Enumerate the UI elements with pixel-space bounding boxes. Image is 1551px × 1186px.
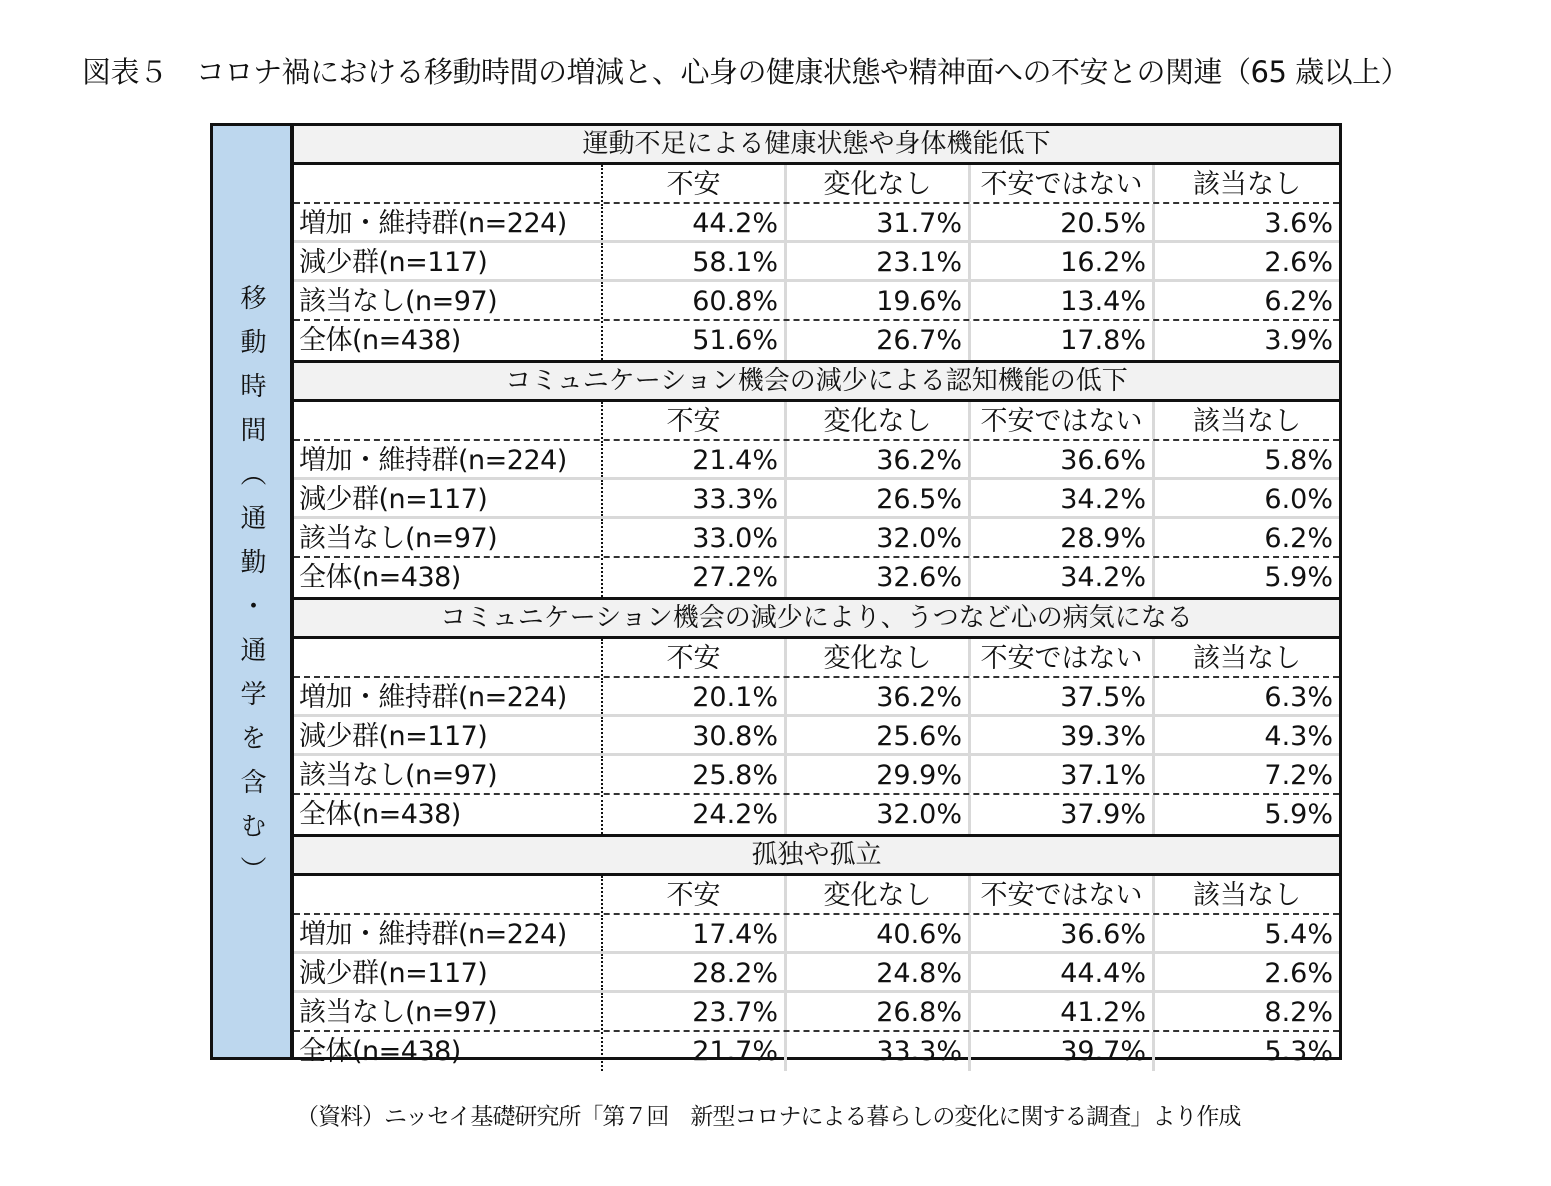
value-cell: 19.6% <box>787 282 971 319</box>
table-section <box>294 126 1339 360</box>
column-header: 該当なし <box>1193 169 1301 200</box>
table-row <box>294 678 1339 717</box>
figure-title: 図表５ コロナ禍における移動時間の増減と、心身の健康状態や精神面への不安との関連（65 歳以上） <box>82 55 1410 89</box>
value-cell: 32.0% <box>787 795 971 834</box>
value-cell: 37.9% <box>971 795 1155 834</box>
column-header: 不安 <box>603 402 787 439</box>
column-header: 不安ではない <box>971 165 1155 202</box>
value-cell: 17.8% <box>971 321 1155 360</box>
value-cell: 5.8% <box>1264 445 1333 476</box>
section-title: 運動不足による健康状態や身体機能低下 <box>294 126 1339 165</box>
value-cell: 51.6% <box>603 321 787 360</box>
value-cell: 21.7% <box>603 1032 787 1071</box>
table-row <box>294 756 1339 795</box>
value-cell: 4.3% <box>1264 721 1333 752</box>
value-cell: 20.5% <box>971 204 1155 240</box>
column-header: 不安 <box>603 165 787 202</box>
value-cell: 7.2% <box>1264 760 1333 791</box>
column-header-blank <box>294 876 603 913</box>
row-label: 該当なし(n=97) <box>294 519 603 556</box>
value-cell: 37.1% <box>971 756 1155 793</box>
value-cell: 36.2% <box>787 678 971 714</box>
table-row <box>294 954 1339 993</box>
value-cell: 36.2% <box>787 441 971 477</box>
value-cell: 44.4% <box>971 954 1155 990</box>
row-label: 減少群(n=117) <box>294 243 603 279</box>
table-row <box>294 795 1339 834</box>
value-cell: 33.3% <box>787 1032 971 1071</box>
column-header-row <box>294 639 1339 678</box>
value-cell: 37.5% <box>971 678 1155 714</box>
value-cell: 32.0% <box>787 519 971 556</box>
column-header: 該当なし <box>1193 406 1301 437</box>
value-cell: 6.2% <box>1264 523 1333 554</box>
section-title: 孤独や孤立 <box>294 837 1339 876</box>
column-header-blank <box>294 165 603 202</box>
table-row <box>294 204 1339 243</box>
value-cell: 41.2% <box>971 993 1155 1030</box>
section-title: コミュニケーション機会の減少により、うつなど心の病気になる <box>294 600 1339 639</box>
value-cell: 28.9% <box>971 519 1155 556</box>
table-row <box>294 243 1339 282</box>
column-header: 不安ではない <box>971 639 1155 676</box>
table-row <box>294 558 1339 597</box>
column-header: 変化なし <box>787 402 971 439</box>
row-label: 減少群(n=117) <box>294 954 603 990</box>
column-header: 該当なし <box>1193 643 1301 674</box>
value-cell: 23.7% <box>603 993 787 1030</box>
value-cell: 5.9% <box>1264 799 1333 830</box>
row-label: 減少群(n=117) <box>294 717 603 753</box>
table-row <box>294 717 1339 756</box>
column-header-row <box>294 402 1339 441</box>
column-header: 不安 <box>603 639 787 676</box>
value-cell: 34.2% <box>971 558 1155 597</box>
column-header: 不安ではない <box>971 876 1155 913</box>
table-row <box>294 321 1339 360</box>
value-cell: 6.2% <box>1264 286 1333 317</box>
value-cell: 26.7% <box>787 321 971 360</box>
value-cell: 36.6% <box>971 915 1155 951</box>
value-cell: 58.1% <box>603 243 787 279</box>
table-row <box>294 441 1339 480</box>
table-body <box>294 126 1339 1067</box>
column-header: 変化なし <box>787 639 971 676</box>
value-cell: 24.8% <box>787 954 971 990</box>
value-cell: 24.2% <box>603 795 787 834</box>
value-cell: 26.8% <box>787 993 971 1030</box>
value-cell: 5.9% <box>1264 562 1333 593</box>
table-section <box>294 834 1339 1071</box>
table-row <box>294 993 1339 1032</box>
row-label: 全体(n=438) <box>294 558 603 597</box>
row-label: 増加・維持群(n=224) <box>294 441 603 477</box>
section-title: コミュニケーション機会の減少による認知機能の低下 <box>294 363 1339 402</box>
column-header-blank <box>294 402 603 439</box>
value-cell: 25.6% <box>787 717 971 753</box>
row-label: 増加・維持群(n=224) <box>294 678 603 714</box>
value-cell: 6.3% <box>1264 682 1333 713</box>
value-cell: 3.6% <box>1264 208 1333 239</box>
row-group-header <box>213 126 294 1057</box>
value-cell: 6.0% <box>1264 484 1333 515</box>
value-cell: 28.2% <box>603 954 787 990</box>
table-row <box>294 519 1339 558</box>
column-header-row <box>294 876 1339 915</box>
value-cell: 23.1% <box>787 243 971 279</box>
value-cell: 2.6% <box>1264 958 1333 989</box>
column-header-row <box>294 165 1339 204</box>
value-cell: 36.6% <box>971 441 1155 477</box>
row-label: 全体(n=438) <box>294 1032 603 1071</box>
column-header: 不安 <box>603 876 787 913</box>
value-cell: 21.4% <box>603 441 787 477</box>
value-cell: 44.2% <box>603 204 787 240</box>
column-header: 不安ではない <box>971 402 1155 439</box>
table-row <box>294 915 1339 954</box>
value-cell: 33.0% <box>603 519 787 556</box>
column-header-blank <box>294 639 603 676</box>
value-cell: 40.6% <box>787 915 971 951</box>
value-cell: 31.7% <box>787 204 971 240</box>
value-cell: 26.5% <box>787 480 971 516</box>
value-cell: 39.7% <box>971 1032 1155 1071</box>
source-note: （資料）ニッセイ基礎研究所「第７回 新型コロナによる暮らしの変化に関する調査」より作成 <box>296 1104 1241 1130</box>
table-row <box>294 1032 1339 1071</box>
table-section <box>294 360 1339 597</box>
row-label: 該当なし(n=97) <box>294 282 603 319</box>
value-cell: 34.2% <box>971 480 1155 516</box>
value-cell: 16.2% <box>971 243 1155 279</box>
row-label: 全体(n=438) <box>294 321 603 360</box>
value-cell: 8.2% <box>1264 997 1333 1028</box>
side-label: 移動時間（通勤・通学を含む） <box>236 283 266 900</box>
row-label: 全体(n=438) <box>294 795 603 834</box>
value-cell: 25.8% <box>603 756 787 793</box>
column-header: 変化なし <box>787 876 971 913</box>
value-cell: 30.8% <box>603 717 787 753</box>
row-label: 増加・維持群(n=224) <box>294 915 603 951</box>
table-section <box>294 597 1339 834</box>
value-cell: 17.4% <box>603 915 787 951</box>
row-label: 増加・維持群(n=224) <box>294 204 603 240</box>
value-cell: 39.3% <box>971 717 1155 753</box>
value-cell: 60.8% <box>603 282 787 319</box>
value-cell: 5.3% <box>1264 1036 1333 1067</box>
row-label: 該当なし(n=97) <box>294 756 603 793</box>
value-cell: 5.4% <box>1264 919 1333 950</box>
row-label: 減少群(n=117) <box>294 480 603 516</box>
data-table <box>210 123 1342 1067</box>
value-cell: 3.9% <box>1264 325 1333 356</box>
value-cell: 27.2% <box>603 558 787 597</box>
column-header: 該当なし <box>1193 880 1301 911</box>
value-cell: 2.6% <box>1264 247 1333 278</box>
value-cell: 33.3% <box>603 480 787 516</box>
table-row <box>294 282 1339 321</box>
table-row <box>294 480 1339 519</box>
value-cell: 13.4% <box>971 282 1155 319</box>
column-header: 変化なし <box>787 165 971 202</box>
value-cell: 29.9% <box>787 756 971 793</box>
row-label: 該当なし(n=97) <box>294 993 603 1030</box>
value-cell: 32.6% <box>787 558 971 597</box>
value-cell: 20.1% <box>603 678 787 714</box>
